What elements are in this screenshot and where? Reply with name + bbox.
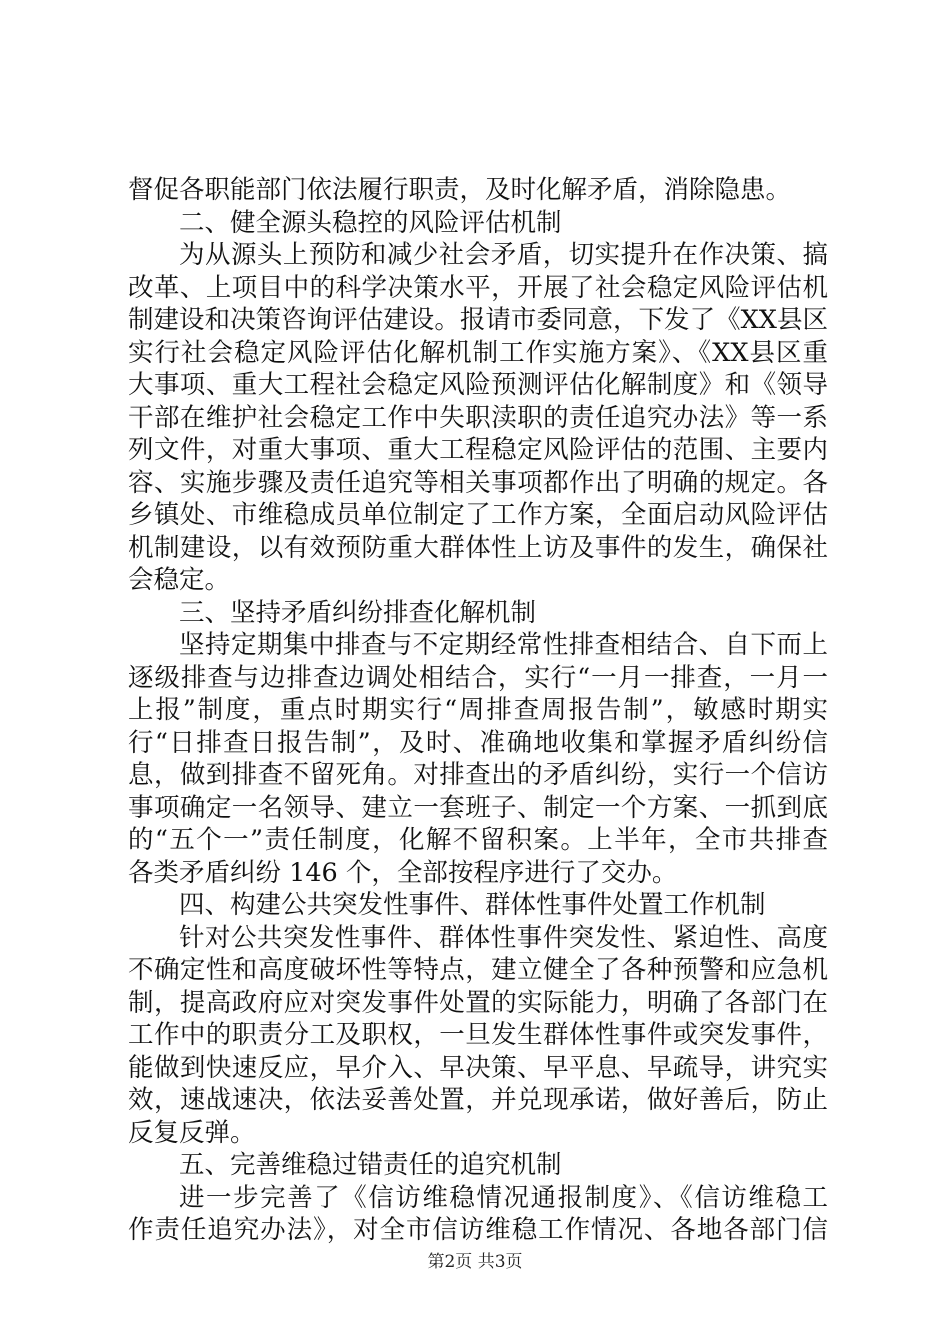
page-footer: 第2页 共3页 xyxy=(427,1252,523,1272)
paragraph-first-line: 为从源头上预防和减少社会矛盾，切实提升在作决策、搞 xyxy=(179,240,828,270)
paragraph-line: 逐级排查与边排查边调处相结合，实行“一月一排查，一月一 xyxy=(128,662,828,693)
paragraph-line: 制，提高政府应对突发事件处置的实际能力，明确了各部门在 xyxy=(128,987,828,1018)
paragraph-line: 机制建设，以有效预防重大群体性上访及事件的发生，确保社 xyxy=(128,532,828,563)
section-heading: 三、坚持矛盾纠纷排查化解机制 xyxy=(179,597,537,628)
paragraph-line: 行“日排查日报告制”，及时、准确地收集和掌握矛盾纠纷信 xyxy=(128,727,828,758)
paragraph-line: 乡镇处、市维稳成员单位制定了工作方案，全面启动风险评估 xyxy=(128,500,828,530)
paragraph-line: 效，速战速决，依法妥善处置，并兑现承诺，做好善后，防止 xyxy=(128,1085,828,1115)
paragraph-line: 改革、上项目中的科学决策水平，开展了社会稳定风险评估机 xyxy=(128,272,828,303)
paragraph-line: 列文件，对重大事项、重大工程稳定风险评估的范围、主要内 xyxy=(128,435,828,465)
paragraph-line: 干部在维护社会稳定工作中失职渎职的责任追究办法》等一系 xyxy=(128,402,828,433)
paragraph-first-line: 针对公共突发性事件、群体性事件突发性、紧迫性、高度 xyxy=(179,922,828,953)
paragraph-last-line: 会稳定。 xyxy=(128,565,231,595)
paragraph-line: 的“五个一”责任制度，化解不留积案。上半年，全市共排查 xyxy=(128,825,828,855)
paragraph-line: 不确定性和高度破坏性等特点，建立健全了各种预警和应急机 xyxy=(128,955,828,985)
paragraph-first-line: 坚持定期集中排查与不定期经常性排查相结合、自下而上 xyxy=(179,630,828,660)
paragraph-line: 容、实施步骤及责任追究等相关事项都作出了明确的规定。各 xyxy=(128,467,828,498)
paragraph-line: 能做到快速反应，早介入、早决策、早平息、早疏导，讲究实 xyxy=(128,1052,828,1083)
paragraph-line: 工作中的职责分工及职权，一旦发生群体性事件或突发事件， xyxy=(128,1020,828,1050)
paragraph-line: 上报”制度，重点时期实行“周排查周报告制”，敏感时期实 xyxy=(128,695,828,725)
paragraph-first-line: 进一步完善了《信访维稳情况通报制度》、《信访维稳工 xyxy=(179,1182,828,1213)
paragraph-last-line: 督促各职能部门依法履行职责，及时化解矛盾，消除隐患。 xyxy=(128,175,792,205)
paragraph-line: 作责任追究办法》，对全市信访维稳工作情况、各地各部门信 xyxy=(128,1215,828,1245)
section-heading: 五、完善维稳过错责任的追究机制 xyxy=(179,1150,562,1180)
paragraph-line: 制建设和决策咨询评估建设。报请市委同意，下发了《XX县区 xyxy=(128,305,828,335)
paragraph-line: 大事项、重大工程社会稳定风险预测评估化解制度》和《领导 xyxy=(128,370,828,400)
paragraph-line: 实行社会稳定风险评估化解机制工作实施方案》、《XX县区重 xyxy=(128,337,828,368)
paragraph-line: 息，做到排查不留死角。对排查出的矛盾纠纷，实行一个信访 xyxy=(128,760,828,790)
paragraph-last-line: 反复反弹。 xyxy=(128,1117,256,1148)
section-heading: 四、构建公共突发性事件、群体性事件处置工作机制 xyxy=(179,890,766,920)
section-heading: 二、健全源头稳控的风险评估机制 xyxy=(179,207,562,238)
body-text xyxy=(128,174,828,1247)
paragraph-line: 事项确定一名领导、建立一套班子、制定一个方案、一抓到底 xyxy=(128,792,828,823)
paragraph-last-line: 各类矛盾纠纷 146 个，全部按程序进行了交办。 xyxy=(128,857,678,888)
